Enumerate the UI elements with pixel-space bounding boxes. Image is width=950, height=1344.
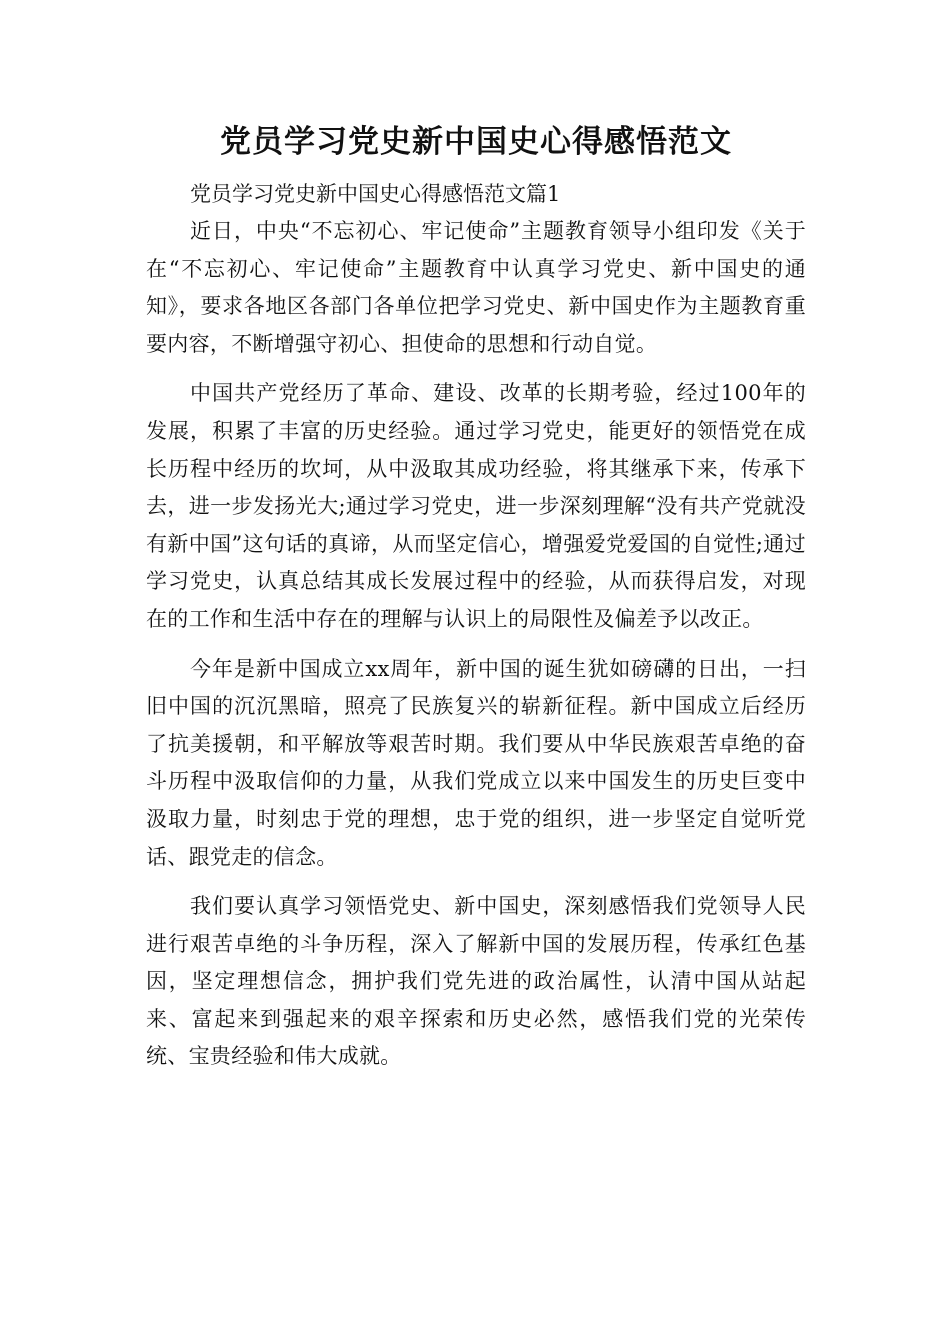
document-page bbox=[146, 118, 806, 1088]
paragraph-3: 今年是新中国成立xx周年，新中国的诞生犹如磅礴的日出，一扫旧中国的沉沉黑暗，照亮了民族复兴的崭新征程。新中国成立后经历了抗美援朝，和平解放等艰苦时期。我们要从中华民族艰苦卓绝的奋斗历程中汲取信仰的力量，从我们党成立以来中国发生的历史巨变中汲取力量，时刻忠于党的理想，忠于党的组织，进一步坚定自觉听党话、跟党走的信念。 bbox=[146, 656, 806, 869]
paragraph-4: 我们要认真学习领悟党史、新中国史，深刻感悟我们党领导人民进行艰苦卓绝的斗争历程，深入了解新中国的发展历程，传承红色基因，坚定理想信念，拥护我们党先进的政治属性，认清中国从站起来、富起来到强起来的艰辛探索和历史必然，感悟我们党的光荣传统、宝贵经验和伟大成就。 bbox=[146, 894, 806, 1069]
document-title: 党员学习党史新中国史心得感悟范文 bbox=[220, 124, 732, 160]
paragraph-1: 近日，中央“不忘初心、牢记使命”主题教育领导小组印发《关于在“不忘初心、牢记使命”主题教育中认真学习党史、新中国史的通知》，要求各地区各部门各单位把学习党史、新中国史作为主题教育重要内容，不断增强守初心、担使命的思想和行动自觉。 bbox=[146, 219, 806, 356]
section-subtitle: 党员学习党史新中国史心得感悟范文篇1 bbox=[190, 182, 561, 206]
paragraph-2: 中国共产党经历了革命、建设、改革的长期考验，经过100年的发展，积累了丰富的历史经验。通过学习党史，能更好的领悟党在成长历程中经历的坎坷，从中汲取其成功经验，将其继承下来，传承下去，进一步发扬光大;通过学习党史，进一步深刻理解“没有共产党就没有新中国”这句话的真谛，从而坚定信心，增强爱党爱国的自觉性;通过学习党史，认真总结其成长发展过程中的经验，从而获得启发，对现在的工作和生活中存在的理解与认识上的局限性及偏差予以改正。 bbox=[146, 381, 806, 631]
